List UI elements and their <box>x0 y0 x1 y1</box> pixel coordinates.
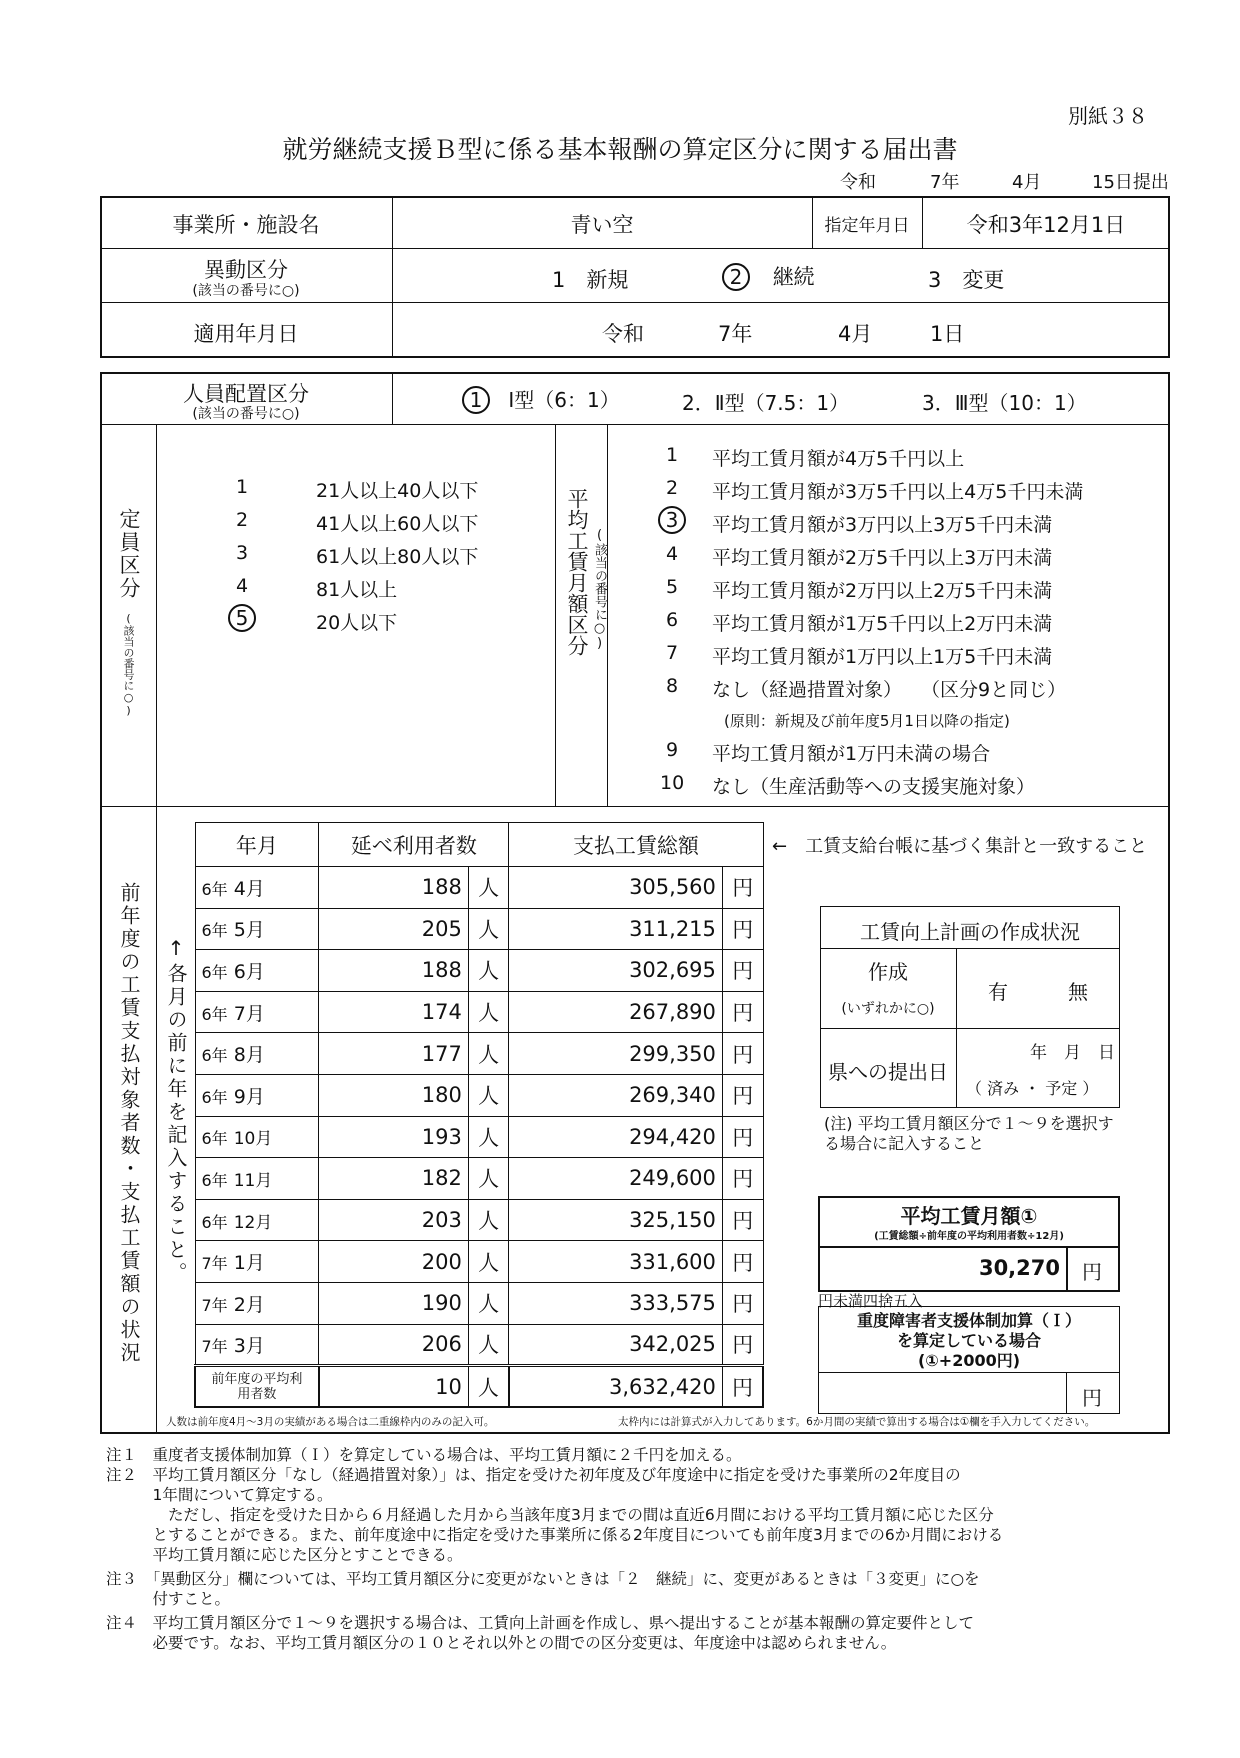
table-row: 6年 12月 203 人 325,150 円 <box>195 1199 763 1241</box>
wage-status-side-note: ↑各月の前に年を記入すること。 <box>164 936 188 1285</box>
apply-label: 適用年月日 <box>193 322 299 346</box>
total-row: 前年度の平均利用者数 10 人 3,632,420 円 <box>195 1366 763 1408</box>
round-note: 円未満四捨五入 <box>818 1292 924 1310</box>
wage-status-label: 前年度の工賃支払対象者数・支払工賃額の状況 <box>117 882 141 1365</box>
plan-yes: 有 <box>988 980 1008 1004</box>
note-line-9: 注４ 平均工賃月額区分で１～９を選択する場合は、工賃向上計画を作成し、県へ提出することが基本報酬の算定要件として <box>106 1614 975 1632</box>
submission-month: 4月 <box>1012 172 1042 193</box>
staffing-label: 人員配置区分 <box>183 382 309 406</box>
staffing-option-3: 3．Ⅲ型（10：1） <box>922 391 1087 415</box>
submission-day: 15日提出 <box>1092 172 1169 193</box>
total-label: 前年度の平均利用者数 <box>195 1366 319 1408</box>
table-row: 6年 11月 182 人 249,600 円 <box>195 1158 763 1200</box>
table-row: 6年 10月 193 人 294,420 円 <box>195 1116 763 1158</box>
note-line-5: とすることができる。また、前年度途中に指定を受けた事業所に係る2年度目についても前年度3月までの6か月間における <box>106 1526 1004 1544</box>
header-total: 支払工賃総額 <box>509 823 763 867</box>
plan-submit-date: 年 月 日 <box>1030 1043 1115 1063</box>
wage-class-label: 平均工賃月額区分 <box>565 488 589 656</box>
header-users: 延べ利用者数 <box>319 823 509 867</box>
header-ym: 年月 <box>195 823 319 867</box>
plan-create-sub: (いずれかに○) <box>841 1001 935 1017</box>
apply-era: 令和 <box>602 322 644 346</box>
note-line-1: 注１ 重度者支援体制加算（Ｉ）を算定している場合は、平均工賃月額に２千円を加える。 <box>106 1446 742 1464</box>
change-option-continue <box>722 261 815 291</box>
avg-users: 10 <box>319 1366 468 1408</box>
plan-note: (注) 平均工賃月額区分で１～９を選択する場合に記入すること <box>824 1114 1114 1153</box>
attachment-number: 別紙３８ <box>1068 104 1148 128</box>
change-sub: (該当の番号に○) <box>192 283 300 299</box>
foot-right-note: 太枠内には計算式が入力してあります。6か月間の実績で算出する場合は①欄を手入力してください。 <box>618 1416 1096 1428</box>
capacity-label: 定員区分 <box>117 508 141 600</box>
wage-class-note-8: (原則：新規及び前年度5月1日以降の指定) <box>724 712 1010 730</box>
avg-wage-title: 平均工賃月額① <box>900 1204 1038 1228</box>
note-line-3: 1年間について算定する。 <box>106 1486 333 1504</box>
wage-class-selected-circle: 3 <box>658 506 686 534</box>
designation-label: 指定年月日 <box>824 216 910 236</box>
plan-submit-label: 県への提出日 <box>828 1060 948 1084</box>
plan-create-label: 作成 <box>868 960 908 984</box>
severe-title-3: (①+2000円) <box>917 1351 1021 1370</box>
page-title: 就労継続支援Ｂ型に係る基本報酬の算定区分に関する届出書 <box>282 135 958 164</box>
avg-wage-unit: 円 <box>1082 1260 1102 1284</box>
change-selected-circle: 2 <box>722 263 750 291</box>
plan-submit-status: （ 済み ・ 予定 ） <box>966 1079 1099 1098</box>
change-option-modify: 3 変更 <box>928 268 1005 292</box>
staffing-sub: (該当の番号に○) <box>192 406 300 422</box>
capacity-sub: (該当の番号に○) <box>122 612 135 717</box>
apply-month: 4月 <box>838 322 873 346</box>
change-option-continue-text: 継続 <box>772 265 815 289</box>
submission-era: 令和 <box>840 172 876 193</box>
table-row: 7年 1月 200 人 331,600 円 <box>195 1241 763 1283</box>
severe-title-1: 重度障害者支援体制加算（Ｉ） <box>856 1311 1081 1330</box>
table-row: 6年 5月 205 人 311,215 円 <box>195 908 763 950</box>
note-line-7: 注３ 「異動区分」欄については、平均工賃月額区分に変更がないときは「２ 継続」に、変更があるときは「３変更」に○を <box>106 1570 980 1588</box>
staffing-option-1 <box>462 384 620 414</box>
table-row: 7年 2月 190 人 333,575 円 <box>195 1282 763 1324</box>
facility-name: 青い空 <box>570 213 634 237</box>
note-line-2: 注２ 平均工賃月額区分「なし（経過措置対象）」は、指定を受けた初年度及び年度途中に指定を受けた事業所の2年度目の <box>106 1466 961 1484</box>
table-row: 6年 6月 188 人 302,695 円 <box>195 950 763 992</box>
staffing-option-1-text: Ⅰ型（6：1） <box>508 388 620 412</box>
table-row: 6年 7月 174 人 267,890 円 <box>195 991 763 1033</box>
avg-wage-value: 30,270 <box>978 1256 1060 1280</box>
staffing-selected-circle: 1 <box>462 386 490 414</box>
foot-left-note: 人数は前年度4月～3月の実績がある場合は二重線枠内のみの記入可。 <box>166 1416 495 1428</box>
apply-day: 1日 <box>930 322 965 346</box>
table-row: 6年 9月 180 人 269,340 円 <box>195 1074 763 1116</box>
arrow-note: ← 工賃支給台帳に基づく集計と一致すること <box>772 836 1148 857</box>
note-line-8: 付すこと。 <box>106 1590 231 1608</box>
submission-year: 7年 <box>930 172 960 193</box>
note-line-10: 必要です。なお、平均工賃月額区分の１０とそれ以外との間での区分変更は、年度途中は認められません。 <box>106 1634 897 1652</box>
total-amount: 3,632,420 <box>509 1366 723 1408</box>
severe-unit: 円 <box>1082 1386 1102 1410</box>
apply-year: 7年 <box>718 322 753 346</box>
designation-date: 令和3年12月1日 <box>966 213 1126 237</box>
table-row: 7年 3月 206 人 342,025 円 <box>195 1324 763 1366</box>
staffing-option-2: 2．Ⅱ型（7.5：1） <box>682 391 850 415</box>
avg-wage-formula: (工賃総額÷前年度の平均利用者数÷12月) <box>874 1231 1064 1242</box>
severe-title-2: を算定している場合 <box>896 1331 1041 1350</box>
wage-table <box>194 822 764 1408</box>
change-option-new: 1 新規 <box>552 268 629 292</box>
plan-no: 無 <box>1068 980 1088 1004</box>
note-line-4: ただし、指定を受けた日から６月経過した月から当該年度3月までの間は直近6月間における平均工賃月額に応じた区分 <box>106 1506 994 1524</box>
plan-title: 工賃向上計画の作成状況 <box>860 920 1080 944</box>
change-label: 異動区分 <box>204 258 288 282</box>
table-row: 6年 4月 188 人 305,560 円 <box>195 867 763 909</box>
capacity-selected-circle: 5 <box>228 604 256 632</box>
table-row: 6年 8月 177 人 299,350 円 <box>195 1033 763 1075</box>
wage-class-sub: (該当の番号に○) <box>592 528 607 651</box>
facility-label: 事業所・施設名 <box>172 213 320 237</box>
note-line-6: 平均工賃月額に応じた区分とすことできる。 <box>106 1546 463 1564</box>
